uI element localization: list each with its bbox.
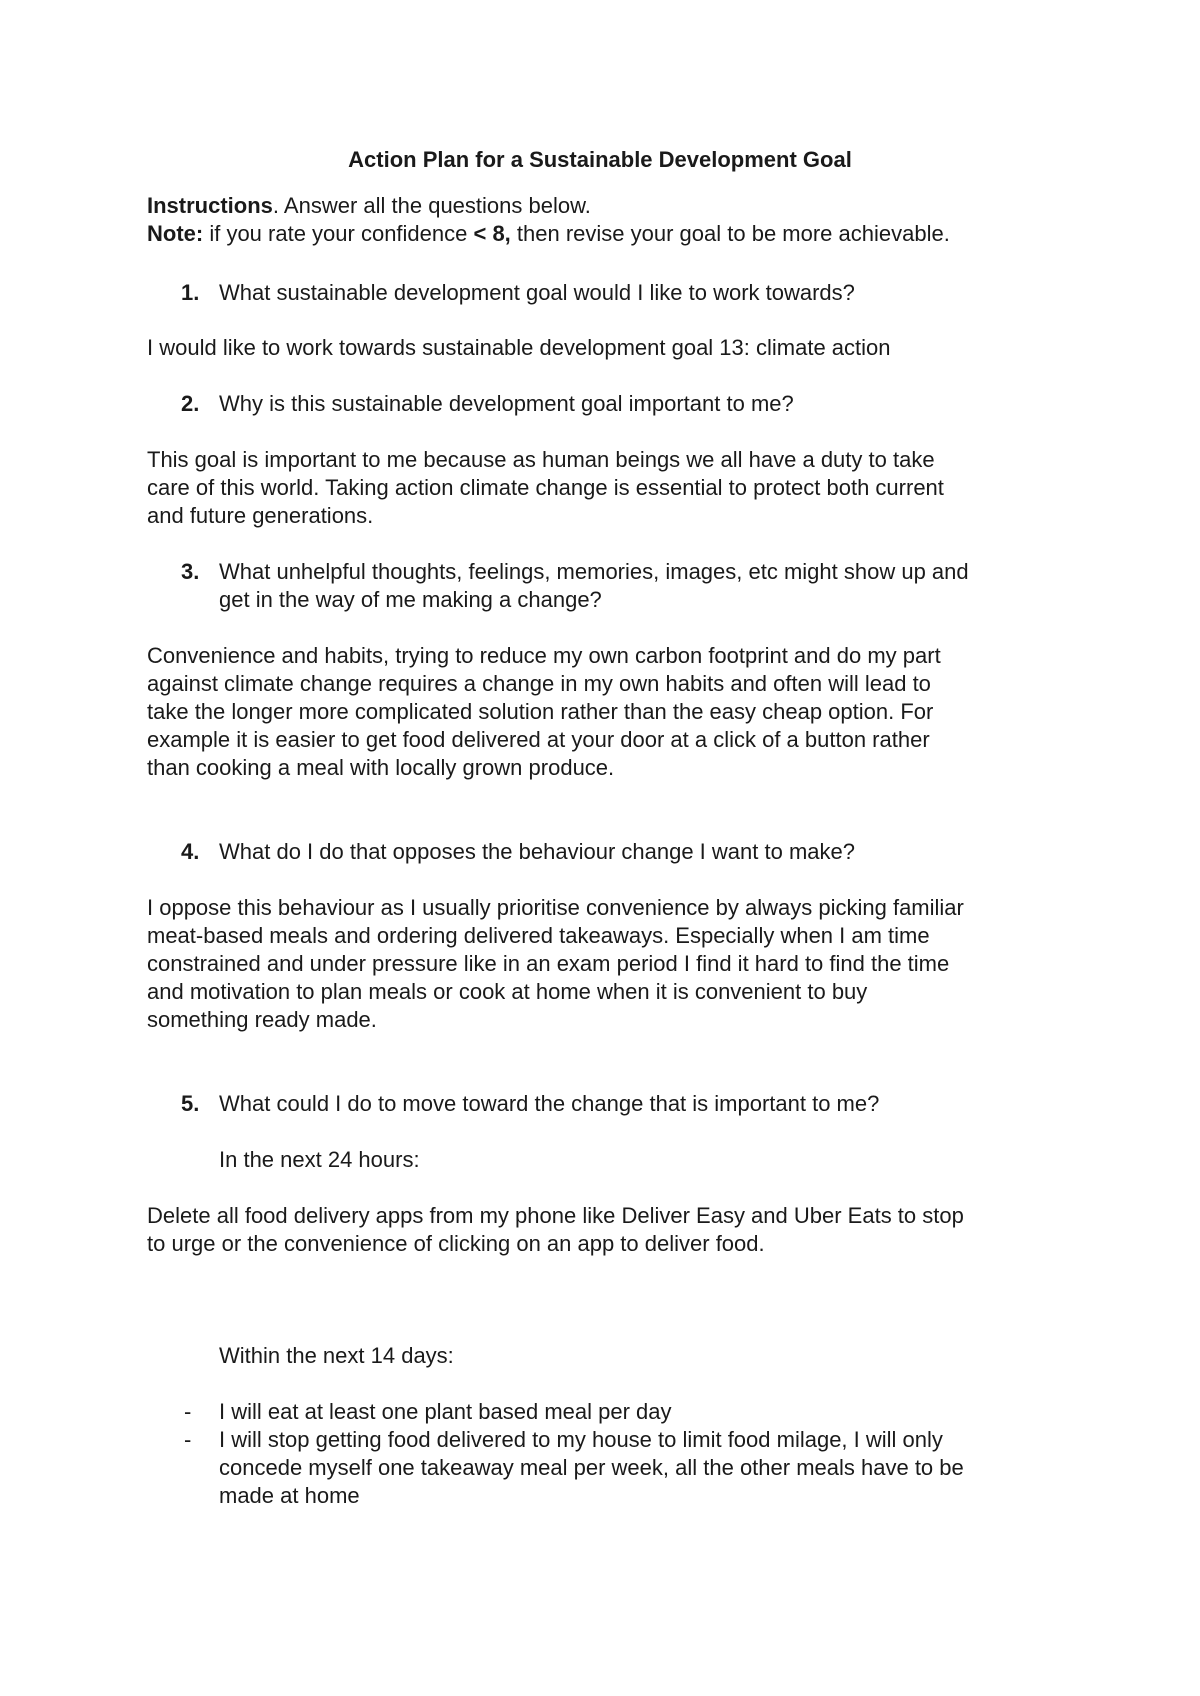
question-number: 3. — [181, 559, 200, 584]
bullet-item-continued: concede myself one takeaway meal per week, all the other meals have to be — [219, 1455, 964, 1480]
answer-line: This goal is important to me because as human beings we all have a duty to take — [147, 447, 935, 472]
question-text: What sustainable development goal would I like to work towards? — [219, 280, 855, 305]
note-threshold: < 8, — [473, 221, 511, 246]
answer-line: take the longer more complicated solution rather than the easy cheap option. For — [147, 699, 934, 724]
answer-line: against climate change requires a change in my own habits and often will lead to — [147, 671, 931, 696]
bullet-item: I will eat at least one plant based meal per day — [219, 1399, 672, 1424]
answer-line: something ready made. — [147, 1007, 377, 1032]
answer-line: care of this world. Taking action climate change is essential to protect both current — [147, 475, 944, 500]
instructions-line — [147, 192, 591, 220]
answer-line: meat-based meals and ordering delivered takeaways. Especially when I am time — [147, 923, 930, 948]
note-label: Note: — [147, 221, 204, 246]
bullet-item-continued: made at home — [219, 1483, 360, 1508]
question-number: 5. — [181, 1091, 200, 1116]
note-line — [147, 220, 950, 248]
answer-line: Delete all food delivery apps from my phone like Deliver Easy and Uber Eats to stop — [147, 1203, 964, 1228]
question-text: Why is this sustainable development goal important to me? — [219, 391, 794, 416]
question-text: get in the way of me making a change? — [219, 587, 602, 612]
question-text: What do I do that opposes the behaviour change I want to make? — [219, 839, 855, 864]
bullet-marker: - — [184, 1399, 192, 1424]
answer-line: and motivation to plan meals or cook at home when it is convenient to buy — [147, 979, 868, 1004]
answer-line: Convenience and habits, trying to reduce my own carbon footprint and do my part — [147, 643, 941, 668]
sub-heading-14d: Within the next 14 days: — [219, 1343, 454, 1368]
instructions-text: . Answer all the questions below. — [272, 193, 591, 218]
sub-heading-24h: In the next 24 hours: — [219, 1147, 420, 1172]
answer-line: to urge or the convenience of clicking on an app to deliver food. — [147, 1231, 765, 1256]
answer-line: example it is easier to get food delivered at your door at a click of a button rather — [147, 727, 930, 752]
note-text-b: then revise your goal to be more achievable. — [510, 221, 950, 246]
question-number: 4. — [181, 839, 200, 864]
page-title: Action Plan for a Sustainable Development Goal — [348, 147, 852, 172]
bullet-item: I will stop getting food delivered to my house to limit food milage, I will only — [219, 1427, 943, 1452]
answer-line: constrained and under pressure like in an exam period I find it hard to find the time — [147, 951, 950, 976]
instructions-label: Instructions — [147, 193, 273, 218]
answer-line: and future generations. — [147, 503, 374, 528]
question-number: 2. — [181, 391, 200, 416]
answer-line: than cooking a meal with locally grown produce. — [147, 755, 615, 780]
note-text-a: if you rate your confidence — [203, 221, 474, 246]
question-text: What unhelpful thoughts, feelings, memories, images, etc might show up and — [219, 559, 969, 584]
question-number: 1. — [181, 280, 200, 305]
question-text: What could I do to move toward the change that is important to me? — [219, 1091, 880, 1116]
bullet-marker: - — [184, 1427, 192, 1452]
answer-line: I would like to work towards sustainable development goal 13: climate action — [147, 335, 891, 360]
answer-line: I oppose this behaviour as I usually prioritise convenience by always picking familiar — [147, 895, 964, 920]
